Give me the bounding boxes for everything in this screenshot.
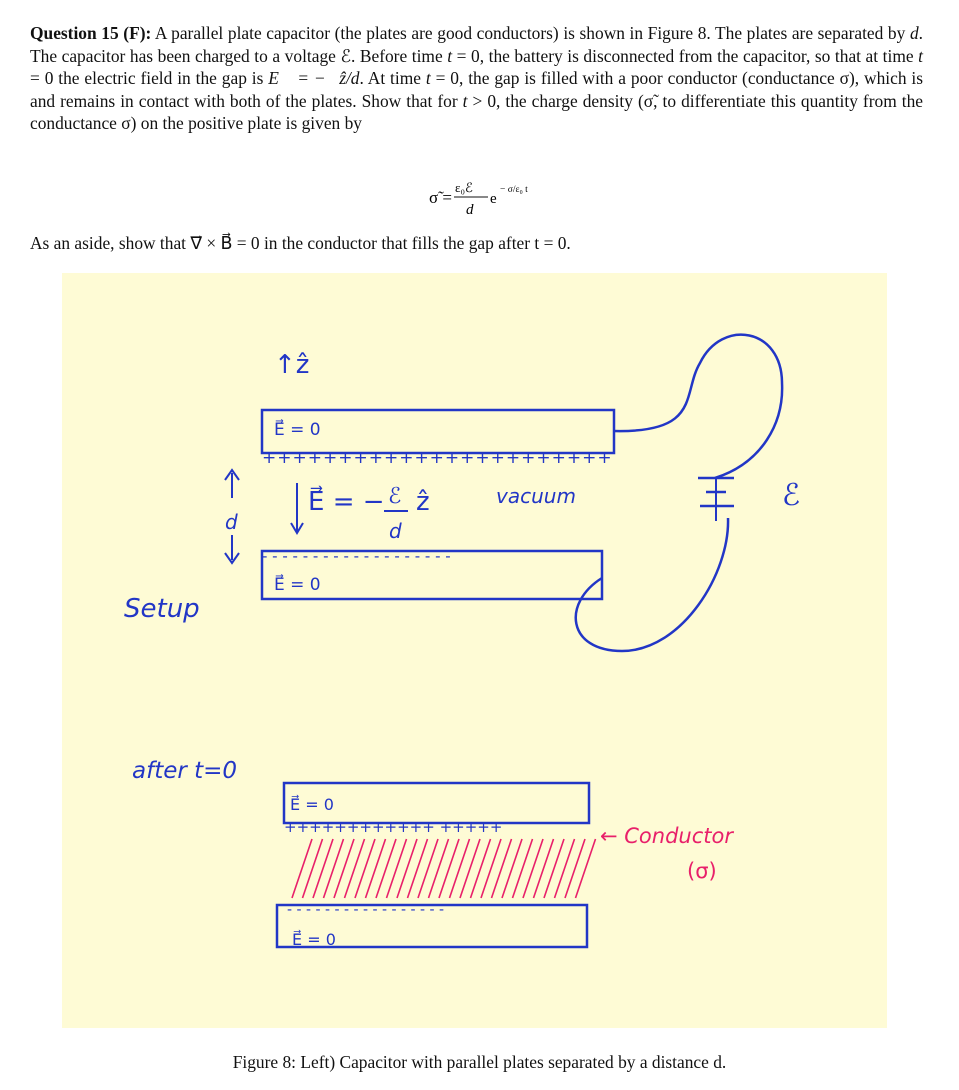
figure-8 (62, 273, 887, 1028)
d-label: d (225, 510, 238, 534)
formula-exp-power: − σ/ε₀ t (500, 185, 528, 195)
hatch-line (418, 839, 438, 898)
gap-field-num: ℰ (388, 484, 402, 509)
vacuum-label: vacuum (496, 484, 576, 508)
hatch-line (513, 839, 533, 898)
hatch-line (523, 839, 543, 898)
question-body-2: . The capacitor has been charged to a voltage (30, 23, 923, 66)
setup-label: Setup (124, 594, 200, 624)
formula-lhs: σ̃ = (429, 188, 453, 207)
aside-text: As an aside, show that ∇⃗ × B⃗ = 0 in the conductor that fills the gap after t = 0. (30, 233, 571, 253)
after-top-field: E⃗ = 0 (290, 795, 334, 814)
var-t: t (918, 45, 923, 66)
formula-numerator: ε₀ℰ (455, 180, 473, 195)
hatch-line (313, 839, 333, 898)
after-label: after t=0 (132, 758, 238, 784)
hatch-line (345, 839, 365, 898)
hatch-line (387, 839, 407, 898)
hatch-line (397, 839, 417, 898)
hatch-line (376, 839, 396, 898)
conductor-hatch (292, 839, 596, 898)
hatch-line (303, 839, 323, 898)
wire-bottom (576, 518, 728, 651)
var-d: d (909, 23, 919, 43)
hatch-line (471, 839, 491, 898)
question-body-4: = 0, the battery is disconnected from the capacitor, so that at time (452, 45, 919, 66)
conductor-label: ← Conductor (600, 824, 733, 848)
formula-denominator: d (466, 202, 474, 218)
hatch-line (544, 839, 564, 898)
question-body-5: = 0 the electric field in the gap is (30, 68, 269, 89)
hatch-line (576, 839, 596, 898)
hatch-line (355, 839, 375, 898)
var-t: t (462, 90, 468, 111)
after-bottom-charges: - - - - - - - - - - - - - - - - - (287, 902, 445, 918)
gap-field-hat: ẑ (416, 487, 430, 517)
question-body-3: . Before time (350, 45, 448, 66)
question-text (30, 22, 923, 135)
bottom-plate-charges: - - - - - - - - - - - - - - - - - - - (262, 547, 451, 565)
hatch-line (481, 839, 501, 898)
hatch-line (492, 839, 512, 898)
question-label: Question 15 (F): (30, 23, 152, 43)
hatch-line (324, 839, 344, 898)
question-body-1: A parallel plate capacitor (the plates are good conductors) is shown in Figure 8. The plates are separated by (151, 23, 910, 43)
hatch-line (450, 839, 470, 898)
emf-label: ℰ (782, 478, 801, 513)
wire-top (614, 335, 782, 478)
var-t: t (447, 45, 453, 66)
gap-field-den: d (389, 519, 402, 543)
top-plate-charges: +++++++++++++++++++++++ (262, 448, 613, 468)
hatch-line (555, 839, 575, 898)
charge-density-formula (0, 170, 959, 220)
hatch-line (565, 839, 585, 898)
hatch-line (366, 839, 386, 898)
question-body-6: . At time (359, 68, 426, 89)
hatch-line (439, 839, 459, 898)
hatch-line (292, 839, 312, 898)
hatch-line (460, 839, 480, 898)
var-t: t (425, 68, 431, 89)
field-expression: E⃗ = −ℰẑ/d (268, 68, 360, 89)
bottom-plate-field: E⃗ = 0 (274, 575, 321, 595)
hatch-line (534, 839, 554, 898)
figure-caption: Figure 8: Left) Capacitor with parallel plates separated by a distance d. (232, 1052, 727, 1072)
z-axis-label: ↑ẑ (274, 350, 310, 380)
after-top-charges: ++++++++++++ +++++ (284, 818, 503, 836)
formula-exp-base: e (490, 191, 497, 207)
hatch-line (429, 839, 449, 898)
question-body-7: = 0, the gap is filled with a poor conductor (conductance σ), which is and remains in contact with both of the plates. Show that for (30, 68, 924, 111)
hatch-line (408, 839, 428, 898)
gap-field-lhs: E⃗ = − (308, 487, 385, 517)
top-plate-field: E⃗ = 0 (274, 420, 321, 440)
conductor-sigma-label: (σ) (687, 859, 717, 883)
var-emf: ℰ (340, 45, 351, 66)
battery-icon (698, 478, 734, 521)
hatch-line (334, 839, 354, 898)
after-bottom-field: E⃗ = 0 (292, 930, 336, 949)
question-body-8: > 0, the charge density (σ̃, to differentiate this quantity from the conductance σ) on the positive plate is given by (30, 90, 923, 134)
hatch-line (502, 839, 522, 898)
